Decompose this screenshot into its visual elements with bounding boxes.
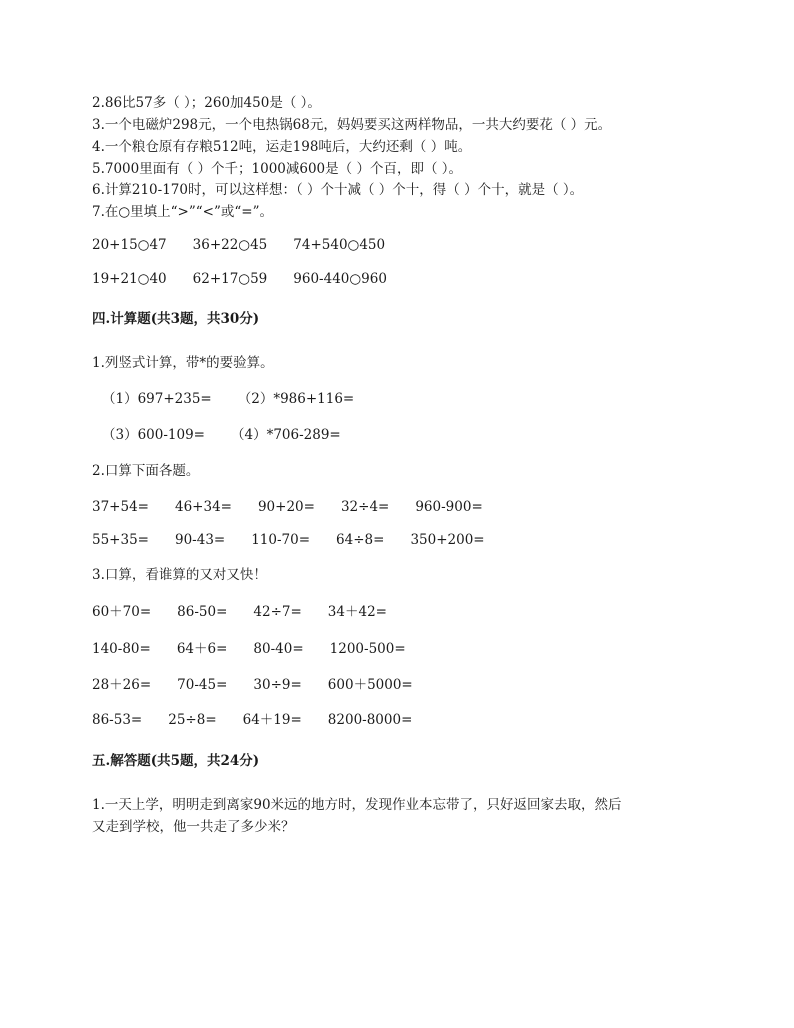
quick-calc-item: 1200-500=: [329, 641, 406, 657]
oral-calc-item: 90-43=: [174, 532, 226, 548]
q2-row-2: [92, 531, 485, 549]
quick-calc-item: 42÷7=: [253, 604, 302, 620]
quick-calc-item: 8200-8000=: [327, 712, 413, 728]
quick-calc-item: 80-40=: [253, 641, 304, 657]
section-5-title: 五.解答题(共5题，共24分): [92, 753, 260, 769]
compare-expression: 62+17○59: [192, 271, 268, 287]
q3-row-4: [92, 711, 412, 729]
quick-calc-item: 86-53=: [92, 712, 143, 728]
quick-calc-item: 64＋6=: [176, 641, 228, 657]
q2-prompt: 2.口算下面各题。: [92, 463, 200, 479]
oral-calc-item: 960-900=: [415, 499, 483, 515]
q1-row-2: [102, 426, 341, 444]
quick-calc-item: 600＋5000=: [327, 677, 413, 693]
word-problem-1-line-1: 1.一天上学，明明走到离家90米远的地方时，发现作业本忘带了，只好返回家去取，然后: [92, 797, 622, 813]
q1-prompt: 1.列竖式计算，带*的要验算。: [92, 355, 274, 371]
compare-expression: 960-440○960: [293, 271, 387, 287]
compare-row-1: [92, 236, 385, 254]
vertical-calc-item: （2）*986+116=: [237, 391, 355, 407]
q3-row-3: [92, 676, 413, 694]
fill-blank-item-6: 6.计算210-170时，可以这样想：（ ）个十减（ ）个十，得（ ）个十，就是（ ）。: [92, 182, 584, 198]
vertical-calc-item: （3）600-109=: [102, 427, 205, 443]
fill-blank-item-4: 4.一个粮仓原有存粮512吨，运走198吨后，大约还剩（ ）吨。: [92, 139, 472, 155]
q3-row-2: [92, 640, 406, 658]
quick-calc-item: 140-80=: [92, 641, 151, 657]
fill-blank-item-7: 7.在○里填上“>”“<”或“=”。: [92, 204, 274, 220]
quick-calc-item: 60＋70=: [92, 604, 152, 620]
q1-row-1: [102, 390, 354, 408]
vertical-calc-item: （1）697+235=: [102, 391, 212, 407]
oral-calc-item: 90+20=: [257, 499, 315, 515]
oral-calc-item: 110-70=: [251, 532, 311, 548]
compare-expression: 74+540○450: [293, 237, 386, 253]
quick-calc-item: 25÷8=: [168, 712, 217, 728]
oral-calc-item: 64÷8=: [336, 532, 385, 548]
compare-expression: 36+22○45: [192, 237, 268, 253]
quick-calc-item: 86-50=: [177, 604, 228, 620]
quick-calc-item: 34＋42=: [327, 604, 387, 620]
q3-prompt: 3.口算，看谁算的又对又快！: [92, 567, 267, 583]
word-problem-1-line-2: 又走到学校，他一共走了多少米？: [92, 819, 295, 835]
q2-row-1: [92, 498, 483, 516]
oral-calc-item: 350+200=: [410, 532, 485, 548]
section-4-title: 四.计算题(共3题，共30分): [92, 311, 260, 327]
oral-calc-item: 37+54=: [92, 499, 149, 515]
quick-calc-item: 70-45=: [177, 677, 228, 693]
oral-calc-item: 55+35=: [92, 532, 149, 548]
fill-blank-item-3: 3.一个电磁炉298元，一个电热锅68元，妈妈要买这两样物品，一共大约要花（ ）元。: [92, 117, 612, 133]
oral-calc-item: 46+34=: [174, 499, 232, 515]
compare-expression: 19+21○40: [92, 271, 167, 287]
vertical-calc-item: （4）*706-289=: [231, 427, 341, 443]
fill-blank-item-2: 2.86比57多（ ）；260加450是（ ）。: [92, 95, 321, 111]
compare-row-2: [92, 270, 387, 288]
quick-calc-item: 28＋26=: [92, 677, 152, 693]
compare-expression: 20+15○47: [92, 237, 167, 253]
quick-calc-item: 30÷9=: [253, 677, 302, 693]
fill-blank-item-5: 5.7000里面有（ ）个千；1000减600是（ ）个百，即（ ）。: [92, 161, 462, 177]
oral-calc-item: 32÷4=: [340, 499, 390, 515]
quick-calc-item: 64＋19=: [242, 712, 302, 728]
q3-row-1: [92, 603, 387, 621]
